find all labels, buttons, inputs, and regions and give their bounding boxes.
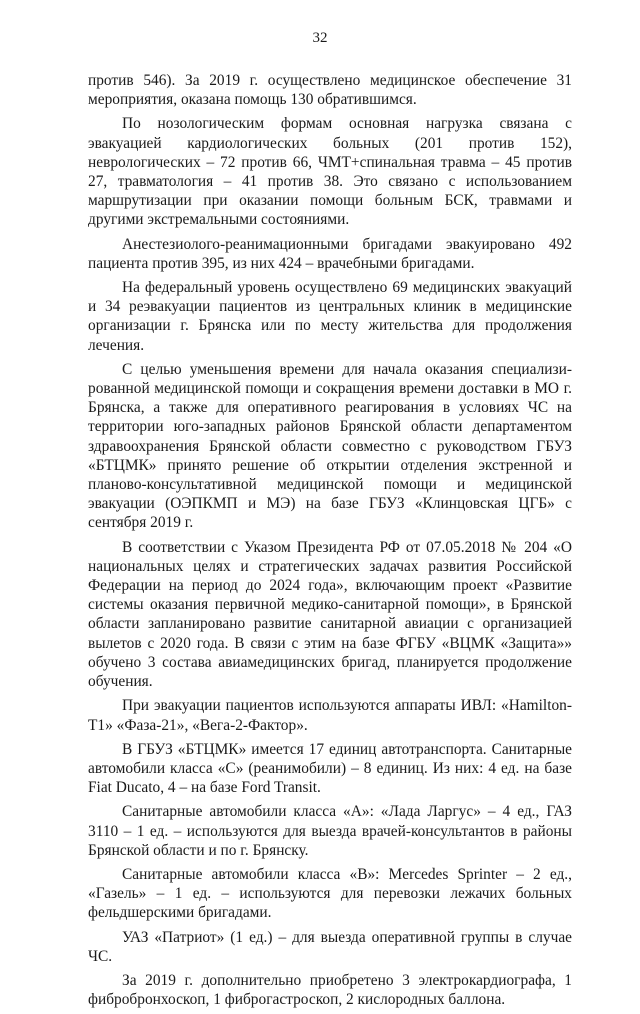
- page-number: 32: [312, 30, 328, 46]
- paragraph: Санитарные автомобили класса «А»: «Лада Ларгус» – 4 ед., ГАЗ 3110 – 1 ед. – используются для выезда врачей-консультантов в районы Брянской области и по г. Брянску.: [88, 803, 572, 859]
- paragraph: УАЗ «Патриот» (1 ед.) – для выезда оперативной группы в случае ЧС.: [88, 928, 572, 965]
- paragraph: С целью уменьшения времени для начала оказания специализированной медицинской помощи и сокращения времени доставки в МО г. Брянска, а также для оперативного реагирования в условиях ЧС на территории юго-западных районов Брянской области департаментом здравоохранения Брянской области совместно с руководством ГБУЗ «БТЦМК» принято решение об открытии отделения экстренной и планово-консультативной медицинской помощи и медицинской эвакуации (ОЭПКМП и МЭ) на базе ГБУЗ «Клинцовская ЦГБ» с сентября 2019 г.: [88, 360, 572, 532]
- paragraph: В соответствии с Указом Президента РФ от 07.05.2018 № 204 «О национальных целях и стратегических задачах развития Российской Федерации на период до 2024 года», включающим проект «Развитие системы оказания первичной медико-санитарной помощи», в Брянской области запланировано развитие санитарной авиации с организацией вылетов с 2020 года. В связи с этим на базе ФГБУ «ВЦМК «Защита»» обучено 3 состава авиамедицинских бригад, планируется продолжение обучения.: [88, 538, 572, 691]
- paragraph: На федеральный уровень осуществлено 69 медицинских эвакуаций и 34 реэвакуации пациентов из центральных клиник в медицинские организации г. Брянска или по месту жительства для продолжения лечения.: [88, 279, 572, 354]
- paragraph: Санитарные автомобили класса «В»: Mercedes Sprinter – 2 ед., «Газель» – 1 ед. – используются для перевозки лежачих больных фельдшерскими бригадами.: [88, 865, 572, 922]
- paragraph: По нозологическим формам основная нагрузка связана с эвакуацией кардиологических больных (201 против 152), неврологических – 72 против 66, ЧМТ+спинальная травма – 45 против 27, травматология – 41 против 38. Это связано с использованием маршрутизации при оказании помощи больным БСК, травмами и другими экстремальными состояниями.: [88, 115, 572, 229]
- paragraph: За 2019 г. дополнительно приобретено 3 электрокардиографа, 1 фибробронхоскоп, 1 фиброгастроскоп, 2 кислородных баллона.: [88, 971, 572, 1009]
- paragraph: При эвакуации пациентов используются аппараты ИВЛ: «Hamilton-T1» «Фаза-21», «Вега-2-Фактор».: [88, 697, 572, 734]
- paragraph: Анестезиолого-реанимационными бригадами эвакуировано 492 пациента против 395, из них 424 – врачебными бригадами.: [88, 235, 572, 272]
- paragraph: В ГБУЗ «БТЦМК» имеется 17 единиц автотранспорта. Санитарные автомобили класса «С» (реанимобили) – 8 единиц. Из них: 4 ед. на базе Fiat Ducato, 4 – на базе Ford Transit.: [88, 740, 572, 797]
- paragraph: против 546). За 2019 г. осуществлено медицинское обеспечение 31 мероприятия, оказана помощь 130 обратившимся.: [88, 72, 572, 109]
- document-body: [88, 71, 572, 1014]
